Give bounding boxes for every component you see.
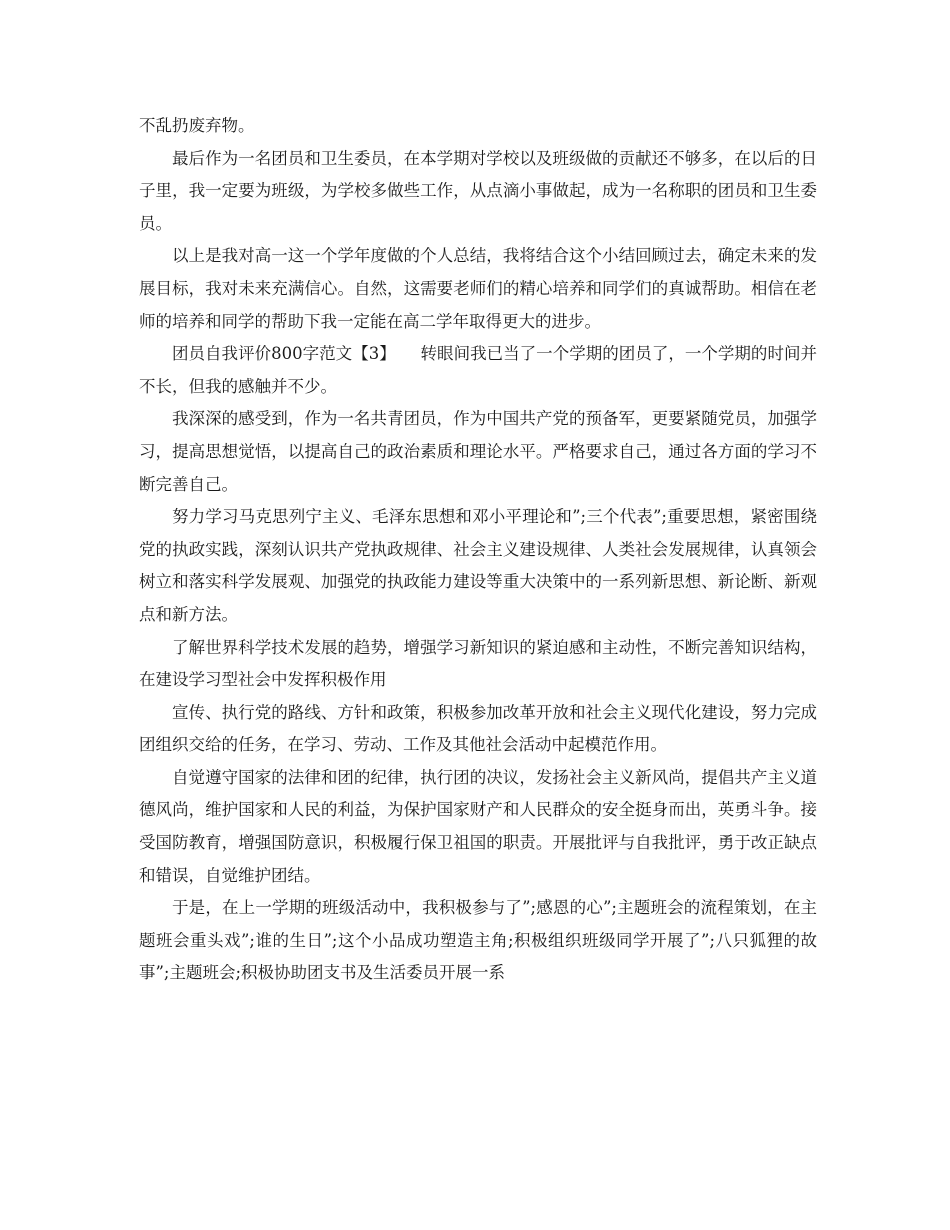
paragraph: 于是，在上一学期的班级活动中，我积极参与了”;感恩的心”;主题班会的流程策划，在主题班会重头戏”;谁的生日”;这个小品成功塑造主角;积极组织班级同学开展了”;八只狐狸的故事”;主题班会;积极协助团支书及生活委员开展一系 bbox=[139, 898, 817, 983]
paragraph: 自觉遵守国家的法律和团的纪律，执行团的决议，发扬社会主义新风尚，提倡共产主义道德风尚，维护国家和人民的利益，为保护国家财产和人民群众的安全挺身而出，英勇斗争。接受国防教育，增强国防意识，积极履行保卫祖国的职责。开展批评与自我批评，勇于改正缺点和错误，自觉维护团结。 bbox=[139, 767, 817, 885]
paragraph: 最后作为一名团员和卫生委员，在本学期对学校以及班级做的贡献还不够多，在以后的日子里，我一定要为班级，为学校多做些工作，从点滴小事做起，成为一名称职的团员和卫生委员。 bbox=[139, 148, 817, 233]
document-body bbox=[139, 110, 817, 990]
paragraph: 以上是我对高一这一个学年度做的个人总结，我将结合这个小结回顾过去，确定未来的发展目标，我对未来充满信心。自然，这需要老师们的精心培养和同学们的真诚帮助。相信在老师的培养和同学的帮助下我一定能在高二学年取得更大的进步。 bbox=[139, 246, 817, 331]
paragraph: 努力学习马克思列宁主义、毛泽东思想和邓小平理论和”;三个代表”;重要思想，紧密围绕党的执政实践，深刻认识共产党执政规律、社会主义建设规律、人类社会发展规律，认真领会树立和落实科学发展观、加强党的执政能力建设等重大决策中的一系列新思想、新论断、新观点和新方法。 bbox=[139, 507, 817, 624]
paragraph: 宣传、执行党的路线、方针和政策，积极参加改革开放和社会主义现代化建设，努力完成团组织交给的任务，在学习、劳动、工作及其他社会活动中起模范作用。 bbox=[139, 702, 817, 755]
paragraph: 我深深的感受到，作为一名共青团员，作为中国共产党的预备军，更要紧随党员，加强学习，提高思想觉悟，以提高自己的政治素质和理论水平。严格要求自己，通过各方面的学习不断完善自己。 bbox=[139, 409, 817, 494]
paragraph-section-heading: 团员自我评价800字范文【3】 转眼间我已当了一个学期的团员了，一个学期的时间并不长，但我的感触并不少。 bbox=[139, 344, 817, 396]
paragraph: 了解世界科学技术发展的趋势，增强学习新知识的紧迫感和主动性，不断完善知识结构，在建设学习型社会中发挥积极作用 bbox=[139, 637, 817, 690]
paragraph-continuation: 不乱扔废弃物。 bbox=[139, 116, 255, 135]
